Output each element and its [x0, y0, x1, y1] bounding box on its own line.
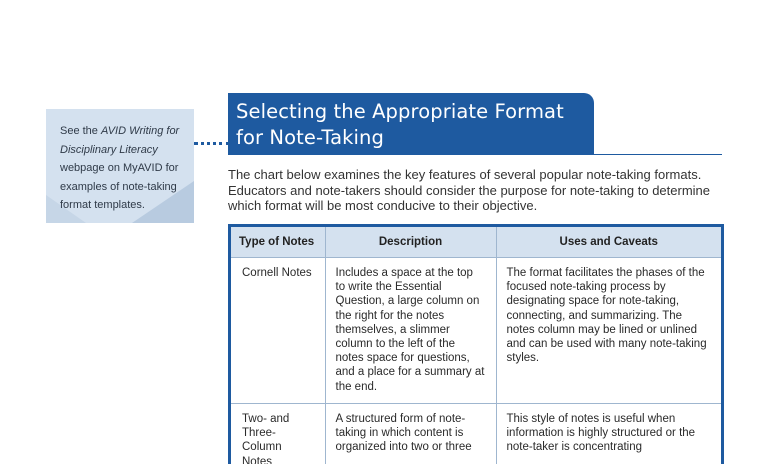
- table-header-row: [231, 227, 721, 258]
- resource-title: AVID Writing for Disciplinary Literacy: [60, 125, 179, 156]
- title-underline: [594, 154, 722, 155]
- cell-description: A structured form of note-taking in which content is organized into two or three: [325, 404, 496, 464]
- resource-note-text: [60, 122, 184, 215]
- resource-note-suffix: webpage on MyAVID for examples of note-taking format templates.: [60, 162, 178, 211]
- resource-note-prefix: See the: [60, 125, 101, 137]
- section-title-line-2: for Note-Taking: [236, 126, 384, 149]
- cell-uses: This style of notes is useful when information is highly structured or the note-taker is concentrating: [496, 404, 721, 464]
- note-formats-table: [228, 224, 724, 464]
- header-type-of-notes: Type of Notes: [231, 227, 325, 258]
- cell-type: Two- and Three-Column Notes: [231, 404, 325, 464]
- cell-uses: The format facilitates the phases of the focused note-taking process by designating space for note-taking, connecting, and summarizing. The notes column may be lined or unlined and can be used with many note-taking styles.: [496, 258, 721, 404]
- section-title-banner: [228, 93, 594, 155]
- section-title: [236, 99, 564, 151]
- intro-paragraph: The chart below examines the key features of several popular note-taking formats. Educators and note-takers should consider the purpose for note-taking to determine which format will be most conducive to their objective.: [228, 167, 728, 214]
- resource-note-box: [46, 109, 194, 223]
- table-row: [231, 404, 721, 464]
- section-title-line-1: Selecting the Appropriate Format: [236, 100, 564, 123]
- header-description: Description: [325, 227, 496, 258]
- cell-type: Cornell Notes: [231, 258, 325, 404]
- cell-description: Includes a space at the top to write the Essential Question, a large column on the right for the notes themselves, a slimmer column to the left of the notes space for questions, and a place for a summary at the end.: [325, 258, 496, 404]
- header-uses-and-caveats: Uses and Caveats: [496, 227, 721, 258]
- table-row: [231, 258, 721, 404]
- dotted-connector: [194, 142, 230, 147]
